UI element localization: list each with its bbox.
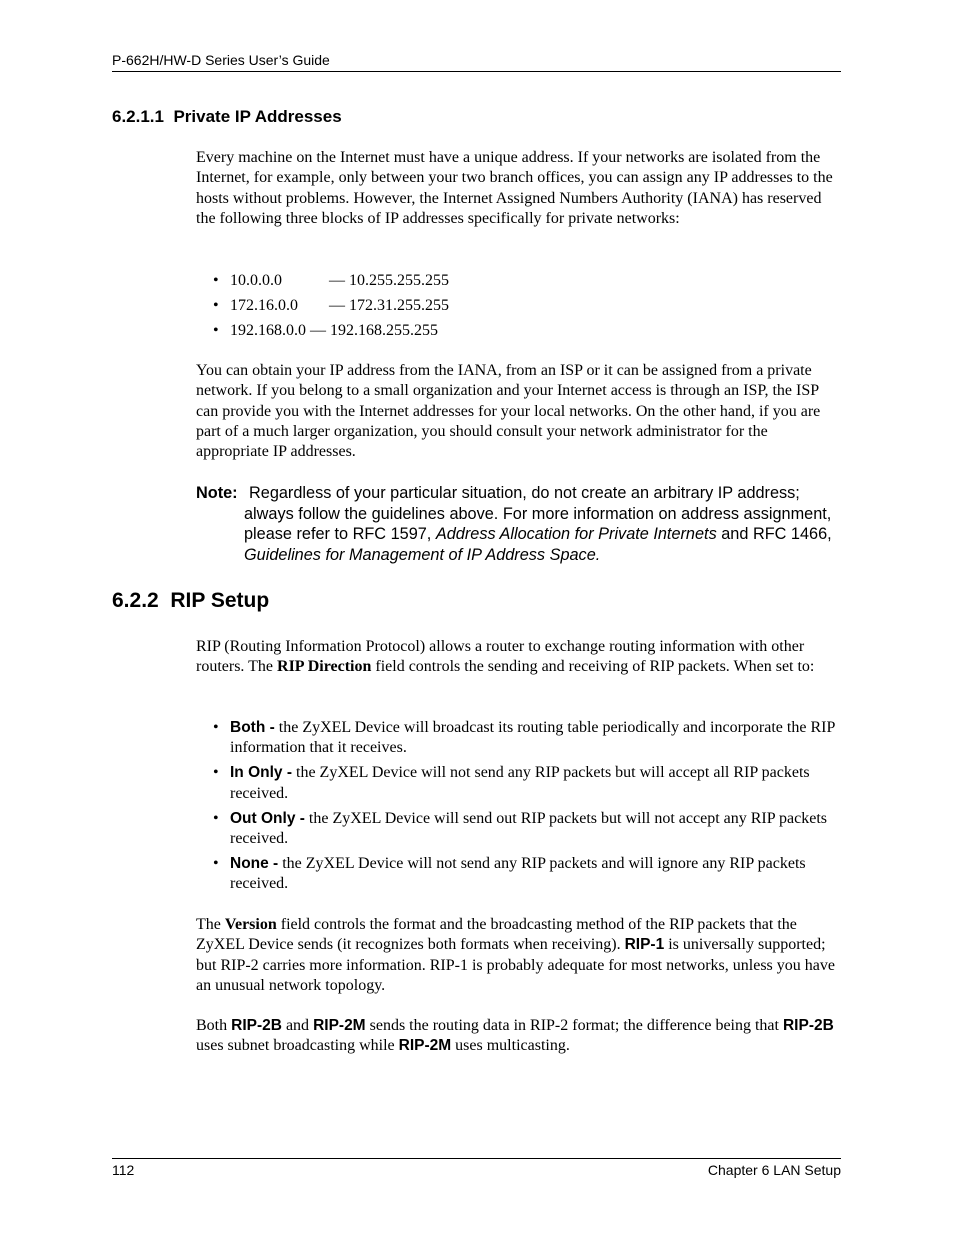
note-text-part: and RFC 1466, — [721, 525, 832, 543]
header-divider — [112, 71, 841, 72]
rip2b-term: RIP-2B — [782, 1017, 834, 1034]
version-paragraph — [196, 915, 842, 996]
range-end: — 10.255.255.255 — [329, 272, 449, 289]
rfc1597-title: Address Allocation for Private Internets — [435, 525, 717, 543]
list-item — [196, 854, 842, 895]
rip2-text: Both — [196, 1017, 228, 1034]
section-title: RIP Setup — [170, 589, 270, 612]
section-number: 6.2.2 — [112, 589, 159, 612]
note-text-part: Regardless of your particular situation, do not create an arbitrary IP address; always follow the guidelines above. For more information on address assignment, please refer to RFC 1597, — [244, 484, 832, 543]
list-item — [196, 809, 842, 850]
version-text: The — [196, 916, 221, 933]
private-ip-range-list — [196, 271, 842, 346]
rip2m-term: RIP-2M — [313, 1017, 366, 1034]
range-end: — 172.31.255.255 — [329, 296, 449, 314]
obtain-ip-paragraph: You can obtain your IP address from the IANA, from an ISP or it can be assigned from a private network. If you belong to a small organization and your Internet access is through an ISP, the ISP can provide you with the Internet addresses for your local networks. On the other hand, if you are part of a much larger organization, you should consult your network administrator for the appropriate IP addresses. — [196, 362, 821, 461]
rip-intro-text: RIP (Routing Information Protocol) allows a router to exchange routing information with other routers. The — [196, 638, 805, 676]
mode-name: In Only - — [230, 764, 292, 782]
version-text: is universally supported; but RIP-2 carries more information. RIP-1 is probably adequate for most networks, unless you have an unusual network topology. — [196, 936, 835, 994]
rip2m-term: RIP-2M — [398, 1037, 452, 1055]
list-item — [196, 718, 842, 759]
list-item — [196, 763, 842, 804]
list-item — [196, 296, 842, 316]
list-item — [196, 271, 842, 291]
version-text: field controls the format and the broadcasting method of the RIP packets that the ZyXEL Device sends (it recognizes both formats when receiving). — [196, 916, 797, 954]
note-text — [196, 483, 844, 565]
rip1-term: RIP-1 — [624, 936, 665, 954]
rip2-text: uses subnet broadcasting while — [196, 1037, 395, 1055]
section-heading-private-ip — [112, 107, 342, 127]
mode-description: the ZyXEL Device will not send any RIP packets and will ignore any RIP packets received. — [230, 854, 806, 893]
mode-name: Out Only - — [230, 809, 305, 827]
section-number: 6.2.1.1 — [112, 107, 164, 126]
note-block — [196, 483, 844, 565]
rip-direction-term: RIP Direction — [277, 658, 372, 676]
range-start: 192.168.0.0 — [230, 321, 306, 339]
range-start: 10.0.0.0 — [230, 272, 282, 289]
rip-intro-paragraph — [196, 637, 842, 678]
mode-description: the ZyXEL Device will send out RIP packets but will not accept any RIP packets received. — [230, 809, 828, 847]
range-start: 172.16.0.0 — [230, 296, 298, 314]
section-title: Private IP Addresses — [173, 107, 342, 126]
range-end: — 192.168.255.255 — [310, 321, 438, 339]
page-header-title: P-662H/HW-D Series User’s Guide — [112, 52, 330, 68]
private-ip-intro: Every machine on the Internet must have a unique address. If your networks are isolated from the Internet, for example, only between your two branch offices, you can assign any IP addresses to the hosts without problems. However, the Internet Assigned Numbers Authority (IANA) has reserved the following three blocks of IP addresses specifically for private networks: — [196, 149, 833, 227]
note-label: Note: — [196, 484, 238, 502]
chapter-title: Chapter 6 LAN Setup — [707, 1162, 841, 1178]
section-heading-rip-setup — [112, 589, 269, 613]
mode-name: None - — [230, 854, 279, 872]
rip2-paragraph — [196, 1016, 842, 1057]
rip2-text: sends the routing data in RIP-2 format; the difference being that — [369, 1017, 779, 1034]
mode-description: the ZyXEL Device will not send any RIP packets but will accept all RIP packets received. — [230, 764, 810, 802]
page-number: 112 — [112, 1162, 135, 1178]
rip2-text: uses multicasting. — [455, 1037, 570, 1055]
mode-name: Both - — [230, 719, 275, 736]
rfc1466-title: Guidelines for Management of IP Address Space. — [244, 545, 601, 564]
rip-intro-text: field controls the sending and receiving of RIP packets. When set to: — [375, 658, 815, 676]
rip2b-term: RIP-2B — [231, 1017, 282, 1034]
version-term: Version — [224, 916, 277, 933]
mode-description: the ZyXEL Device will broadcast its routing table periodically and incorporate the RIP information that it receives. — [230, 719, 835, 757]
rip-direction-list — [196, 718, 842, 899]
rip2-text: and — [285, 1017, 310, 1034]
list-item — [196, 321, 842, 341]
footer-divider — [112, 1158, 841, 1159]
